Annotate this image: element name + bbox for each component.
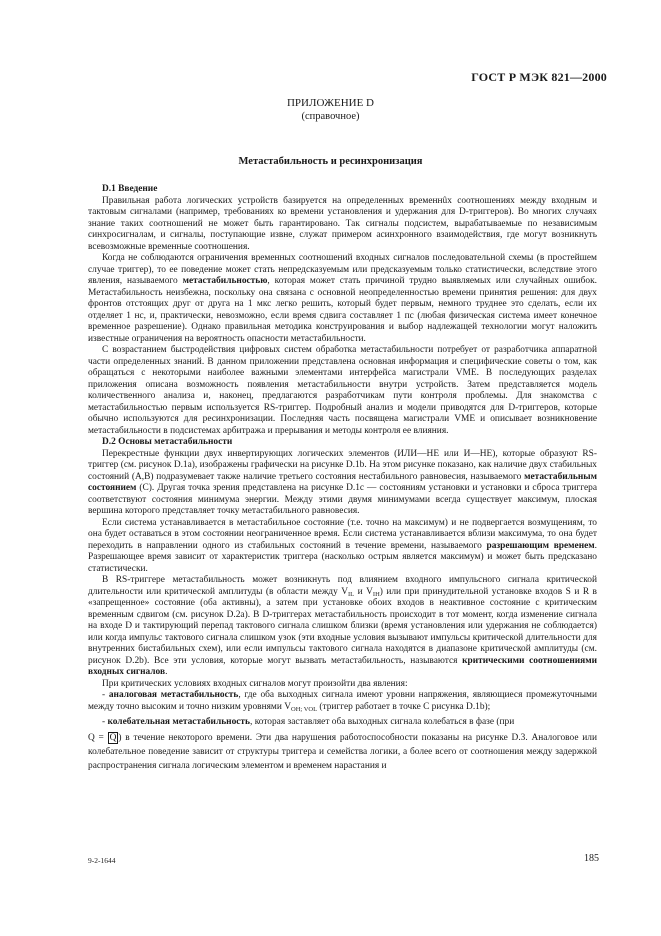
subscript-ih: IH [372,590,380,598]
text-run: Когда не соблюдаются ограничения временных соотношений входных сигналов последовательной схемы (в простейшем случае триггер), то ее поведение может стать непредсказуемым или предсказуемым только статистически, вследствие этого явления, называемого [88,253,597,286]
paragraph-5 [88,518,597,576]
paragraph-4 [88,449,597,518]
text-run: , которая заставляет оба выходных сигнала колебаться в фазе (при [250,717,515,727]
term-metastability: метастабильностью [182,276,268,286]
paragraph-3: С возрастанием быстродействия цифровых систем обработка метастабильности потребует от разработчика аппаратной части определенных знаний. В данном приложении представлена основная информация и специфические советы о том, как обращаться с некоторыми наиболее важными элементами интерфейса магистрали VME. В последующих разделах приложения описана возможность появления метастабильности внутри устройств. Затем представляется модель количественного анализа и, наконец, предлагаются разработчикам пути контроля проблемы. Для знакомства с метастабильностью первым используется RS-триггер. Подробный анализ и модели приводятся для D-триггеров, которые обычно используются для ресинхронизации. Последняя часть посвящена магистрали VME и описывает возникновение метастабильности в подсистемах арбитража и прерывания и методы контроля ее влияния. [88,345,597,436]
standard-number: ГОСТ Р МЭК 821—2000 [471,70,607,84]
q-bar-symbol: $\overline{Q}$ [109,733,117,743]
subscript-il: IL [348,590,355,598]
term-oscillatory-metastability: колебательная метастабильность [107,717,250,727]
paragraph-9 [88,715,597,729]
text-run: ) в течение некоторого времени. Эти два нарушения работоспособности показаны на рисунке D.3. Аналоговое или колебательное поведение зависит от структуры триггера и семейства логики, а более всего от соотношения между задержкой распространения сигнала логическим элементом и временем нарастания и [88,733,597,771]
text-run: Если система устанавливается в метастабильное состояние (т.е. точно на максимум) и не подвергается возмущениям, то она будет оставаться в этом состоянии неограниченное время. Если система устанавливается вблизи максимума, то она будет переходить в направлении одного из стабильных состояний в течение времени, называемого [88,517,597,551]
text-run: (С). Другая точка зрения представлена на рисунке D.1с — состояниям установки и установки и сброса триггера соответствуют состояния минимума энергии. Между этими двумя минимумами всегда существует максимум, плоская вершина которого представляет точку метастабильного равновесия. [88,483,597,516]
paragraph-6 [88,575,597,679]
text-run: - [102,717,108,727]
heading-d2: D.2 Основы метастабильности [102,437,233,447]
subscript-voh-vol: OH; VOL [291,705,318,713]
paragraph-7: При критических условиях входных сигналов могут произойти два явления: [102,678,408,689]
page-number: 185 [584,853,599,864]
paragraph-1: Правильная работа логических устройств базируется на определенных временнûх соотношениях между входным и тактовым сигналами (например, требованиях ко времени установления и удержания для D-триггеров). Во многих случаях знание таких соотношений не может быть гарантировано. Так сигналы подсистем, вырабатываемые по независимым синхросигналам, и сигналы, поступающие извне, служат примером асинхронного взаимодействия, где могут возникнуть всевозможные временные соотношения. [88,195,597,252]
paragraph-2 [88,253,597,345]
print-code: 9-2-1644 [88,856,116,865]
text-run: ) или при принудительной установке входов S и R в «запрещенное» состояние (оба активны), а затем при установке обоих входов в неактивное состояние с критическим временным сдвигом (см. рисунок D.2а). В D-триггерах метастабильность происходит в тот момент, когда изменение сигнала на входе D и тактирующий перепад тактового сигнала слишком близки (время установления или удержания не соблюдается) или когда импульс тактового сигнала слишком узок (эти входные условия вызывают импульсы критической длительности для внутренних бистабильных схем), или если импульсы тактового сигнала находятся в диапазоне критической амплитуды (см. рисунок D.2b). Все эти условия, которые могут вызвать метастабильность, называются [88,586,597,666]
term-critical-conditions: критическими соотношениями входных сигналов [88,655,597,677]
paragraph-10 [88,731,597,773]
text-run: (триггер работает в точке С рисунка D.1b); [317,701,491,712]
text-run: - [102,690,109,700]
text-run: Перекрестные функции двух инвертирующих логических элементов (ИЛИ—НЕ или И—НЕ), которые образуют RS-триггер (см. рисунок D.1а), изображены графически на рисунке D.1b. На этом рисунке показано, как наличие двух стабильных состояний (А,В) подразумевает также наличие третьего состояния нестабильного равновесия, называемого [88,448,597,482]
appendix-heading [0,97,661,123]
text-run: и V [354,586,373,597]
section-title: Метастабильность и ресинхронизация [238,156,423,167]
text-run: . [165,667,168,677]
term-analog-metastability: аналоговая метастабильность [108,690,239,700]
appendix-label: ПРИЛОЖЕНИЕ D [286,97,374,109]
body-text [88,184,597,773]
text-run: Q = [88,733,108,743]
text-run: В RS-триггере метастабильность может возникнуть под влиянием входного импульсного сигнала критической длительности или критической амплитуды (в области между V [88,575,597,597]
term-metastable-state: метастабильным состоянием [88,471,597,493]
paragraph-8 [88,690,597,713]
appendix-note: (справочное) [301,111,360,122]
heading-d1: D.1 Введение [102,184,158,194]
text-run: , где оба выходных сигнала имеют уровни напряжения, являющиеся промежуточными между точно высоким и точно низким уровнями V [88,690,597,712]
term-resolution-time: разрешающим временем [486,540,595,551]
text-run: , которая может стать причиной трудно выявляемых или случайных ошибок. Метастабильность неизбежна, поскольку она связана с основной неопределенностью времени принятия решения: для двух фронтов отстоящих друг от друга на 1 мкс легко решить, который будет первым, немного труднее это сделать, если их отделяет 1 нс, и, практически, невозможно, если время сдвига составляет 1 пс (любая физическая система имеет конечное временное разрешение). Однако правильная методика конструирования и выбор надлежащей технологии могут наложить известные ограничения на вероятность опасности метастабильности. [88,276,597,344]
text-run: . Разрешающее время зависит от характеристик триггера (насколько острым является максимум) и может быть предсказано статистически. [88,540,597,574]
